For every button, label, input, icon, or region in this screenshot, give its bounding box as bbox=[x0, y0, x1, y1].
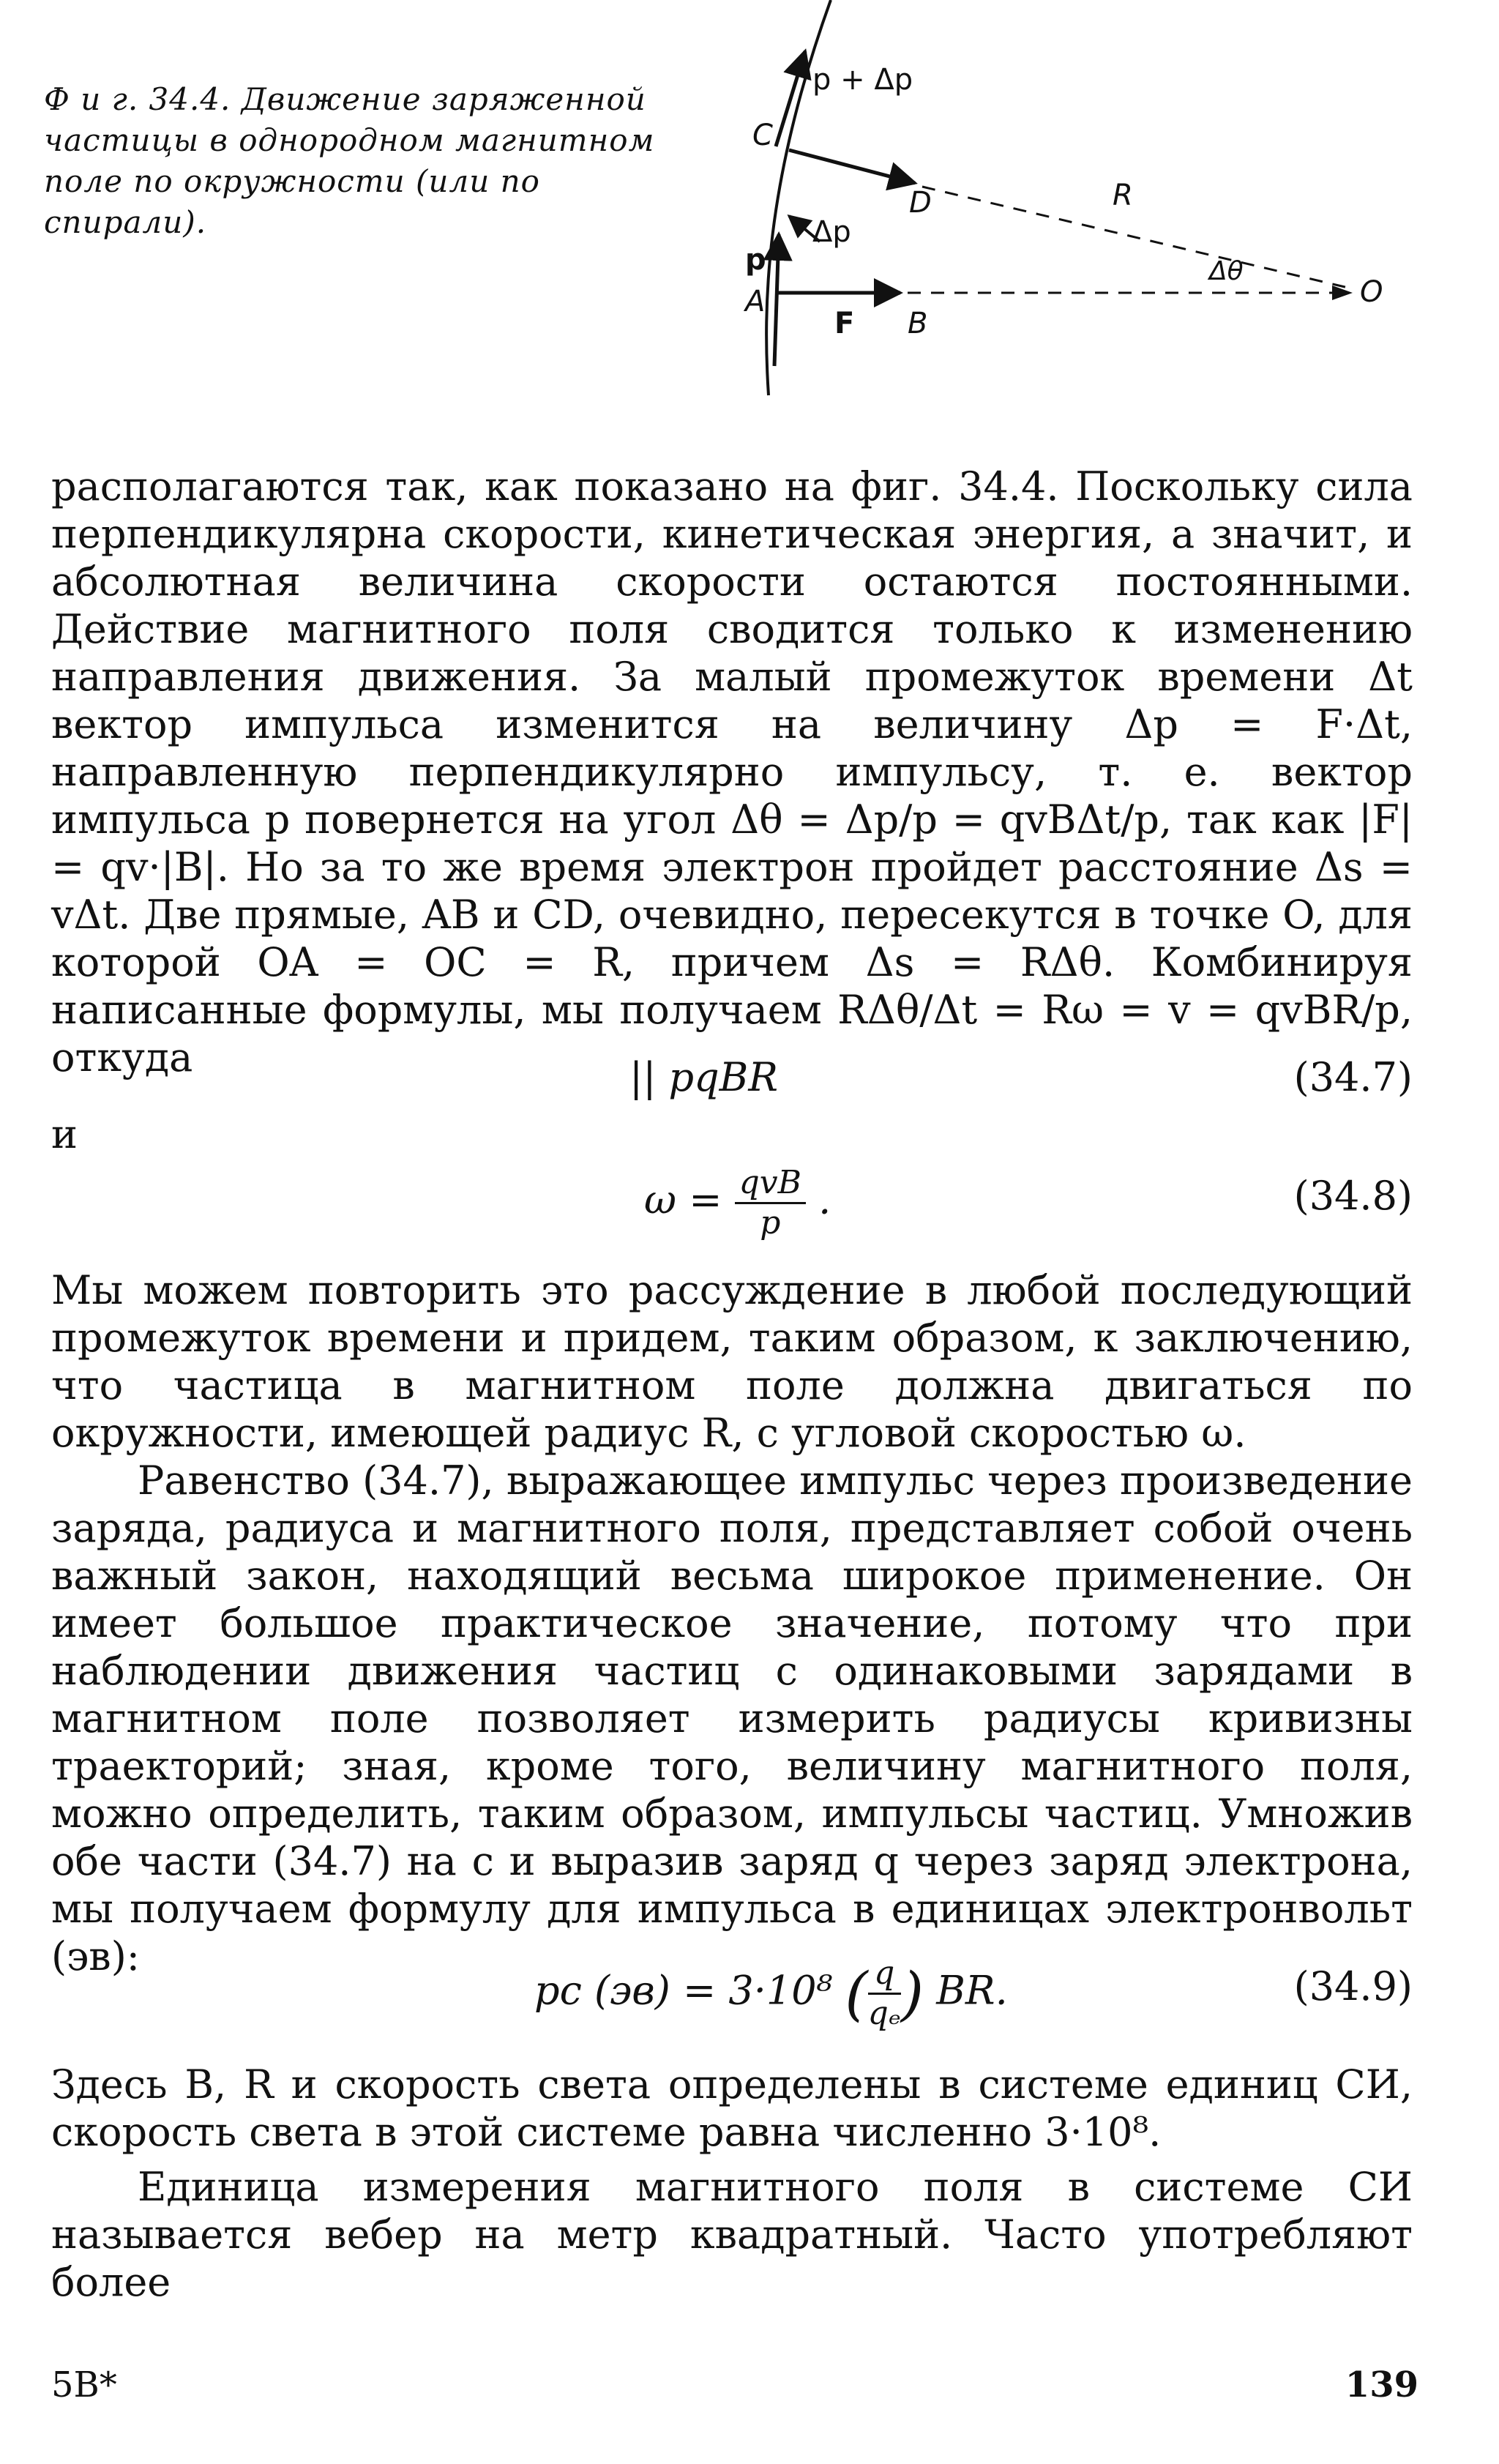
label-dp: Δp bbox=[812, 215, 851, 249]
arrow-O bbox=[1332, 285, 1353, 300]
body-paragraph-1 bbox=[51, 463, 1413, 1081]
fraction-numerator: q bbox=[868, 1955, 901, 1995]
label-B: B bbox=[908, 307, 928, 340]
paren-close: ) bbox=[900, 1960, 924, 2028]
fraction-denominator: p bbox=[760, 1204, 781, 1242]
label-R: R bbox=[1113, 179, 1133, 212]
body-paragraph-4 bbox=[51, 2061, 1413, 2156]
paragraph-text: Здесь B, R и скорость света определены в системе единиц СИ, скорость света в этой системе равна численно 3·10⁸. bbox=[51, 2061, 1413, 2155]
equation-lhs: ω = bbox=[644, 1176, 722, 1223]
dashed-DO bbox=[922, 187, 1354, 289]
vector-CD bbox=[789, 150, 915, 183]
label-D: D bbox=[909, 186, 932, 220]
fraction-denominator: qₑ bbox=[867, 1995, 901, 2032]
figure-caption-text: Движение заряженной частицы в однородном магнитном поле по окружности (или по спирали). bbox=[44, 81, 655, 240]
label-O: O bbox=[1360, 275, 1383, 309]
conjunction-and: и bbox=[51, 1111, 78, 1157]
fraction bbox=[735, 1164, 806, 1242]
label-C: C bbox=[752, 119, 773, 152]
paren-open: ( bbox=[845, 1960, 868, 2028]
equation-rhs: BR. bbox=[936, 1967, 1008, 2014]
label-F: F bbox=[834, 307, 855, 340]
equation-number: (34.9) bbox=[1293, 1963, 1413, 2009]
equation-number: (34.7) bbox=[1293, 1054, 1413, 1100]
figure-34-4 bbox=[703, 0, 1420, 410]
equation-34-7 bbox=[51, 1054, 1413, 1120]
paragraph-text: Единица измерения магнитного поля в системе СИ называется вебер на метр квадратный. Часто употребляют более bbox=[51, 2164, 1413, 2305]
body-paragraph-3 bbox=[51, 1457, 1413, 1980]
label-A: A bbox=[745, 285, 766, 318]
paragraph-text: Равенство (34.7), выражающее импульс через произведение заряда, радиуса и магнитного поля, представляет собой очень важный закон, находящий весьма широкое применение. Он имеет большое практическое значение, потому что при наблюдении движения частиц с одинаковыми зарядами в магнитном поле позволяет измерить радиусы кривизны траекторий; зная, кроме того, величину магнитного поля, можно определить, таким образом, импульсы частиц. Умножив обе части (34.7) на c и выразив заряд q через заряд электрона, мы получаем формулу для импульса в единицах электронвольт (эв): bbox=[51, 1457, 1413, 1979]
paragraph-text: располагаются так, как показано на фиг. 34.4. Поскольку сила перпендикулярна скорости, кинетическая энергия, а значит, и абсолютная величина скорости остаются постоянными. Действие магнитного поля сводится только к изменению направления движения. За малый промежуток времени Δt вектор импульса изменится на величину Δp = F·Δt, направленную перпендикулярно импульсу, т. е. вектор импульса p повернется на угол Δθ = Δp/p = qvBΔt/p, так как |F| = qv·|B|. Но за то же время электрон пройдет расстояние Δs = vΔt. Две прямые, AB и CD, очевидно, пересекутся в точке O, для которой OA = OC = R, причем Δs = RΔθ. Комбинируя написанные формулы, мы получаем RΔθ/Δt = Rω = v = qvBR/p, откуда bbox=[51, 463, 1413, 1080]
page-number: 139 bbox=[1345, 2364, 1418, 2405]
figure-caption-label: Ф и г. 34.4. bbox=[44, 81, 231, 117]
label-dtheta: Δθ bbox=[1209, 256, 1244, 286]
equation-lhs: pc (эв) = 3·10⁸ bbox=[534, 1967, 833, 2014]
equation-formula bbox=[534, 1955, 1008, 2033]
equation-number: (34.8) bbox=[1293, 1173, 1413, 1219]
equation-34-9 bbox=[51, 1947, 1413, 2042]
figure-caption bbox=[44, 79, 681, 243]
body-paragraph-5 bbox=[51, 2163, 1413, 2306]
label-p-plus-dp: p + Δp bbox=[812, 63, 913, 97]
paragraph-text: Мы можем повторить это рассуждение в любой последующий промежуток времени и придем, таким образом, к заключению, что частица в магнитном поле должна двигаться по окружности, имеющей радиус R, с угловой скоростью ω. bbox=[51, 1267, 1413, 1456]
fraction bbox=[868, 1955, 901, 2033]
equation-34-8 bbox=[51, 1157, 1413, 1244]
body-paragraph-2 bbox=[51, 1266, 1413, 1457]
fraction-numerator: qvB bbox=[735, 1164, 806, 1204]
equation-formula bbox=[644, 1164, 831, 1242]
equation-tail: . bbox=[818, 1176, 831, 1223]
signature-mark: 5B* bbox=[51, 2364, 117, 2405]
label-p: p bbox=[745, 243, 766, 277]
equation-formula: || pqBR bbox=[629, 1054, 779, 1100]
vector-p bbox=[774, 234, 779, 366]
